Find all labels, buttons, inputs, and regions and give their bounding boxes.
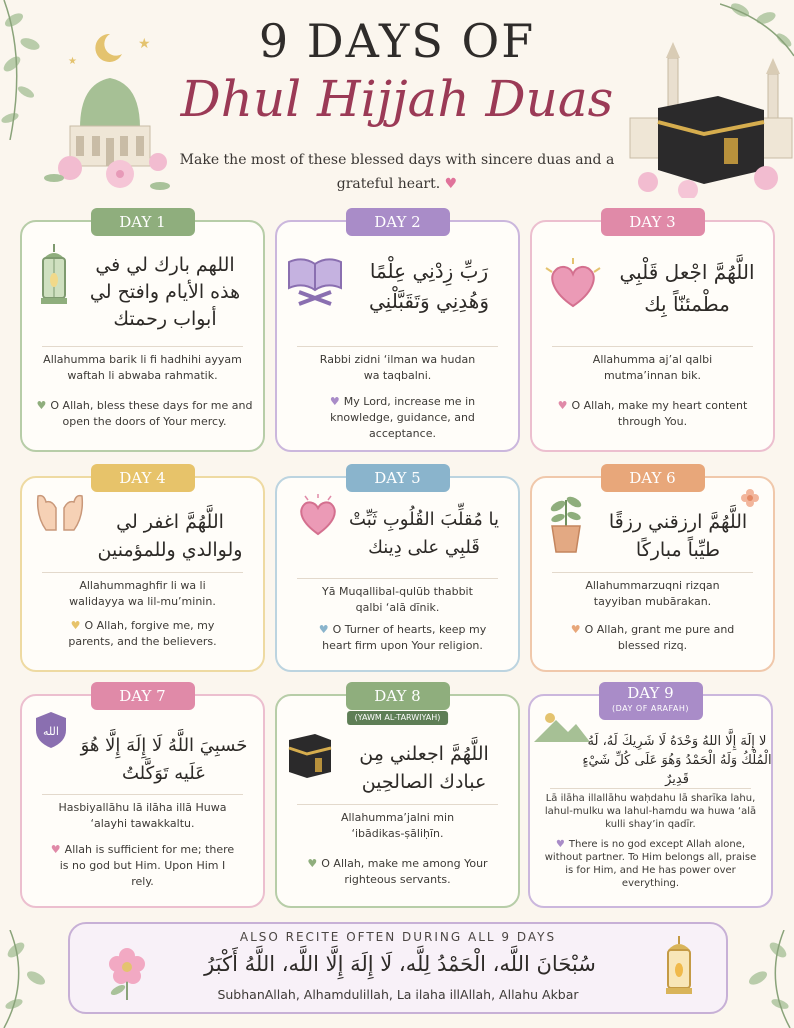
svg-text:الله: الله — [43, 725, 59, 738]
page-title-line1: 9 DAYS OF — [258, 14, 536, 68]
dua-meaning: ♥ My Lord, increase me in knowledge, guidance, and acceptance. — [329, 395, 476, 440]
kaaba-icon — [285, 730, 335, 780]
day-card-1 — [20, 213, 265, 452]
divider — [42, 572, 243, 573]
divider — [552, 346, 753, 347]
heart-icon: ♥ — [36, 399, 47, 412]
dua-transliteration: Hasbiyallāhu lā ilāha illā Huwa ‘alayhi tawakkaltu. — [58, 801, 227, 830]
small-heart-icon: ♥ — [444, 176, 458, 192]
dua-meaning: ♥ O Turner of hearts, keep my heart firm upon Your religion. — [318, 623, 487, 652]
dua-arabic: يا مُقلِّبَ القُلُوبِ ثَبِّتْ قَلبِي على دِينك — [349, 509, 499, 558]
dua-transliteration: Lā ilāha illallāhu waḥdahu lā sharīka lahu, lahul-mulku wa lahul-hamdu wa huwa ‘alā kulli shay’in qadīr. — [544, 793, 757, 830]
day-badge: DAY 8 — [346, 682, 450, 710]
also-recite-box — [68, 922, 728, 1014]
day-card-9 — [528, 684, 773, 908]
heart-icon — [297, 494, 339, 538]
heart-icon: ♥ — [50, 843, 61, 856]
day-badge: DAY 7 — [91, 682, 195, 710]
floral-corner-bottom-left — [0, 930, 60, 1028]
day-card-7 — [20, 687, 265, 908]
day-card-4 — [20, 469, 265, 672]
dua-arabic: اللَّهُمَّ اجعلني مِن عبادك الصالحِين — [359, 743, 489, 793]
dua-meaning: ♥ O Allah, make my heart content through You. — [557, 399, 748, 428]
dua-arabic: اللَّهُمَّ ارزقني رزقًا طيِّباً مباركًا — [608, 511, 748, 561]
lantern-icon — [36, 244, 72, 314]
dua-arabic: اللَّهُمَّ اغفر لي ولوالدي وللمؤمنين — [97, 511, 243, 561]
heart-icon: ♥ — [557, 399, 568, 412]
heart-icon: ♥ — [307, 857, 318, 870]
dua-transliteration: Allahummarzuqni rizqan tayyiban mubārakan. — [585, 579, 720, 608]
dua-meaning: ♥ O Allah, grant me pure and blessed rizq. — [570, 623, 735, 652]
day-card-5 — [275, 469, 520, 672]
svg-text:★: ★ — [138, 36, 151, 52]
allah-shield-icon — [34, 710, 68, 750]
dua-transliteration: Allahummaghfir li wa li walidayya wa lil-mu’minin. — [69, 579, 216, 608]
day-badge: DAY 3 — [601, 208, 705, 236]
also-recite-heading: ALSO RECITE OFTEN DURING ALL 9 DAYS — [239, 930, 557, 944]
day-card-3 — [530, 213, 775, 452]
page-subtitle: Make the most of these blessed days with sincere duas and a grateful heart. ♥ — [179, 152, 615, 192]
divider — [297, 346, 498, 347]
day-badge: DAY 9 (DAY OF ARAFAH) — [599, 682, 703, 720]
dua-meaning: ♥ O Allah, forgive me, my parents, and the believers. — [68, 619, 217, 648]
praying-hands-icon — [34, 486, 86, 536]
dua-transliteration: Allahumma aj’al qalbi mutma’innan bik. — [592, 353, 713, 382]
day-card-8 — [275, 687, 520, 908]
day-badge: DAY 2 — [346, 208, 450, 236]
also-recite-transliteration: SubhanAllah, Alhamdulillah, La ilaha illAllah, Allahu Akbar — [217, 987, 579, 1002]
dua-meaning: ♥ O Allah, make me among Your righteous servants. — [307, 857, 488, 886]
quran-icon — [285, 248, 345, 308]
dua-transliteration: Yā Muqallibal-qulūb thabbit qalbi ‘alā dīnik. — [322, 585, 473, 614]
dua-arabic: لا إِلَهَ إِلَّا اللهُ وَحْدَهُ لَا شَرِيكَ لَهُ، لَهُ الْمُلْكُ وَلَهُ الْحَمْدُ وَهُوَ عَلَى كُلِّ شَيْءٍ قَدِيرٌ — [582, 734, 772, 787]
divider — [42, 794, 243, 795]
day-card-2 — [275, 213, 520, 452]
day-badge: DAY 6 — [601, 464, 705, 492]
heart-icon: ♥ — [318, 623, 329, 636]
heart-icon: ♥ — [329, 395, 340, 408]
day-badge: DAY 5 — [346, 464, 450, 492]
dua-transliteration: Allahumma barik li fi hadhihi ayyam waftah li abwaba rahmatik. — [43, 353, 242, 382]
divider — [297, 578, 498, 579]
page-title-script: Dhul Hijjah Duas — [180, 70, 614, 128]
divider — [42, 346, 243, 347]
dua-transliteration: Allahumma’jalni min ‘ibādikas-ṣāliḥīn. — [340, 811, 455, 840]
heart-icon: ♥ — [570, 623, 581, 636]
dua-transliteration: Rabbi zidni ‘ilman wa hudan wa taqbalni. — [319, 353, 476, 382]
dua-arabic: حَسبِيَ اللَّهُ لَا إِلَهَ إِلَّا هُوَ عَلَيه تَوَكَّلتُ — [80, 735, 248, 784]
flower-icon — [740, 488, 760, 508]
dua-meaning: ♥ Allah is sufficient for me; there is no god but Him. Upon Him I rely. — [50, 843, 235, 888]
dua-arabic: رَبِّ زِدْنِي عِلْمًا وَهُدِنِي وَتَقَبَّلْنِي — [369, 259, 489, 313]
dua-meaning: ♥ There is no god except Allah alone, without partner. To Him belongs all, praise is for Him, and He has power over everything. — [544, 839, 757, 889]
divider — [552, 572, 753, 573]
day-badge: DAY 1 — [91, 208, 195, 236]
heart-icon — [544, 258, 602, 310]
divider — [550, 788, 751, 789]
heart-icon: ♥ — [555, 839, 565, 850]
heart-icon: ♥ — [70, 619, 81, 632]
day-badge-subtitle: (DAY OF ARAFAH) — [611, 704, 690, 713]
dua-arabic: اللهم بارك لي في هذه الأيام وافتح لي أبواب رحمتك — [89, 254, 241, 330]
day-card-6 — [530, 469, 775, 672]
dua-meaning: ♥ O Allah, bless these days for me and open the doors of Your mercy. — [36, 399, 253, 428]
floral-corner-bottom-right — [734, 930, 794, 1028]
day-badge-subtitle: (YAWM AL-TARWIYAH) — [347, 711, 449, 725]
also-recite-arabic: سُبْحَانَ اللَّه، الْحَمْدُ لِلَّه، لَا إِلَهَ إِلَّا اللَّه، اللَّهُ أَكْبَرُ — [204, 952, 596, 976]
plant-pot-icon — [546, 490, 586, 554]
day-badge: DAY 4 — [91, 464, 195, 492]
svg-text:★: ★ — [68, 56, 77, 67]
divider — [297, 804, 498, 805]
dua-arabic: اللَّهُمَّ اجْعل قَلْبِي مطْمئنّاً بِك — [619, 260, 755, 316]
